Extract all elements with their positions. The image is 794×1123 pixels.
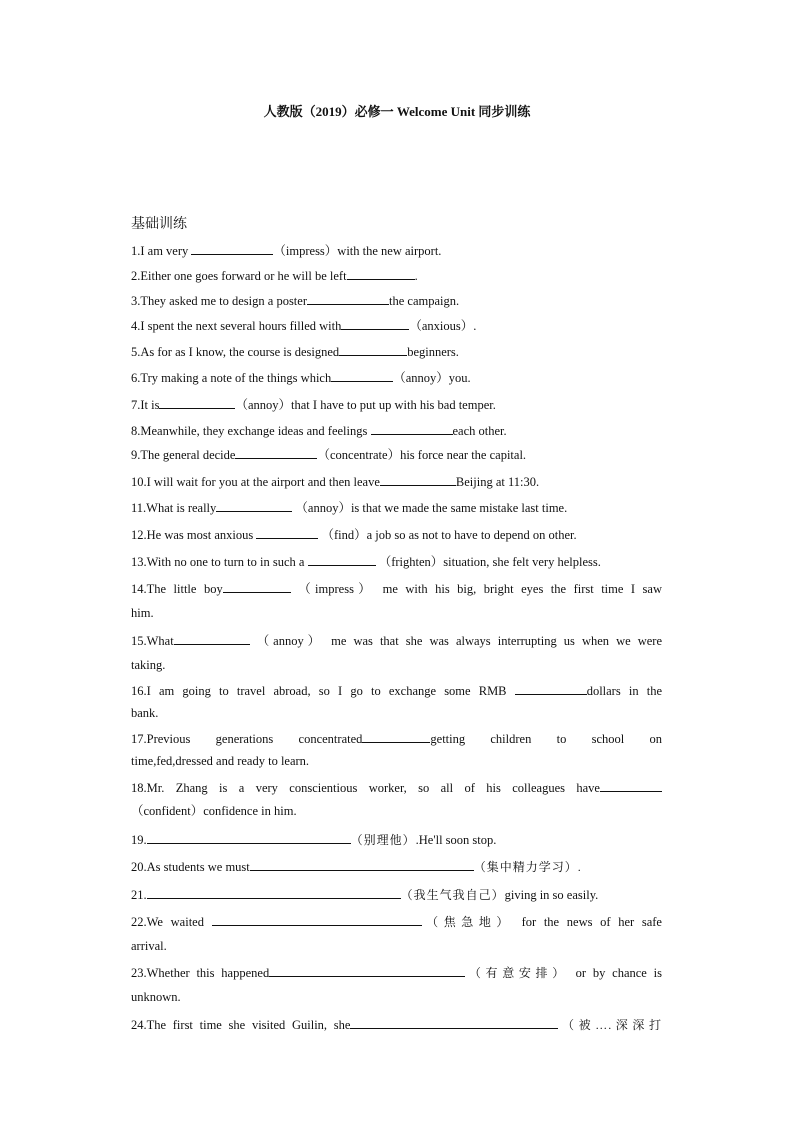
question-2: 2.Either one goes forward or he will be left . (131, 269, 418, 283)
question-12: 12.He was most anxious （find）a job so as not to have to depend on other. (131, 528, 577, 542)
question-1: 1.I am very （impress）with the new airport. (131, 244, 442, 258)
question-9: 9.The general decide （concentrate）his force near the capital. (131, 448, 527, 462)
question-22-continued: arrival. (131, 939, 167, 953)
question-13: 13.With no one to turn to in such a （frighten）situation, she felt very helpless. (131, 555, 601, 569)
question-24: 24.The first time she visited Guilin, she （被….深深打 (131, 1018, 662, 1032)
question-10: 10.I will wait for you at the airport and then leave Beijing at 11:30. (131, 475, 540, 489)
question-23-continued: unknown. (131, 990, 181, 1004)
question-6: 6.Try making a note of the things which （annoy）you. (131, 371, 471, 385)
question-14-continued: him. (131, 606, 154, 620)
answer-blank[interactable] (256, 526, 318, 539)
answer-blank[interactable] (331, 369, 393, 382)
answer-blank[interactable] (308, 553, 376, 566)
question-18: 18.Mr. Zhang is a very conscientious worker, so all of his colleagues have (131, 779, 662, 795)
answer-blank[interactable] (250, 858, 474, 871)
answer-blank[interactable] (600, 779, 662, 792)
answer-blank[interactable] (212, 913, 422, 926)
question-23: 23.Whether this happened （有意安排） or by chance is (131, 966, 662, 980)
answer-blank[interactable] (235, 446, 317, 459)
question-22: 22.We waited （焦急地） for the news of her safe (131, 915, 662, 929)
answer-blank[interactable] (223, 580, 291, 593)
answer-blank[interactable] (341, 317, 409, 330)
question-4: 4.I spent the next several hours filled with （anxious）. (131, 319, 477, 333)
answer-blank[interactable] (269, 964, 465, 977)
question-20: 20.As students we must （集中精力学习）. (131, 860, 582, 874)
question-7: 7.It is （annoy）that I have to put up with his bad temper. (131, 398, 496, 412)
question-5: 5.As for as I know, the course is designed beginners. (131, 345, 459, 359)
answer-blank[interactable] (147, 886, 401, 899)
answer-blank[interactable] (147, 831, 351, 844)
question-18-continued: （confident）confidence in him. (131, 804, 297, 818)
question-14: 14.The little boy （impress） me with his big, bright eyes the first time I saw (131, 582, 662, 596)
section-heading: 基础训练 (131, 217, 187, 232)
answer-blank[interactable] (159, 396, 235, 409)
question-17: 17.Previous generations concentrated getting children to school on (131, 732, 662, 746)
question-16: 16.I am going to travel abroad, so I go to exchange some RMB dollars in the (131, 684, 662, 698)
answer-blank[interactable] (216, 499, 292, 512)
question-15: 15.What （annoy） me was that she was always interrupting us when we were (131, 634, 662, 648)
answer-blank[interactable] (380, 473, 456, 486)
question-16-continued: bank. (131, 706, 159, 720)
question-3: 3.They asked me to design a poster the campaign. (131, 294, 460, 308)
question-15-continued: taking. (131, 658, 166, 672)
question-17-continued: time,fed,dressed and ready to learn. (131, 754, 310, 768)
answer-blank[interactable] (307, 292, 389, 305)
answer-blank[interactable] (339, 343, 407, 356)
answer-blank[interactable] (347, 267, 415, 280)
answer-blank[interactable] (515, 682, 587, 695)
answer-blank[interactable] (362, 730, 430, 743)
answer-blank[interactable] (174, 632, 250, 645)
answer-blank[interactable] (191, 242, 273, 255)
answer-blank[interactable] (350, 1016, 558, 1029)
document-title: 人教版（2019）必修一 Welcome Unit 同步训练 (263, 104, 531, 119)
question-21: 21. （我生气我自己）giving in so easily. (131, 888, 599, 902)
question-11: 11.What is really （annoy）is that we made the same mistake last time. (131, 501, 568, 515)
question-19: 19. （别理他）.He'll soon stop. (131, 833, 497, 847)
question-8: 8.Meanwhile, they exchange ideas and feelings each other. (131, 424, 507, 438)
answer-blank[interactable] (371, 422, 453, 435)
